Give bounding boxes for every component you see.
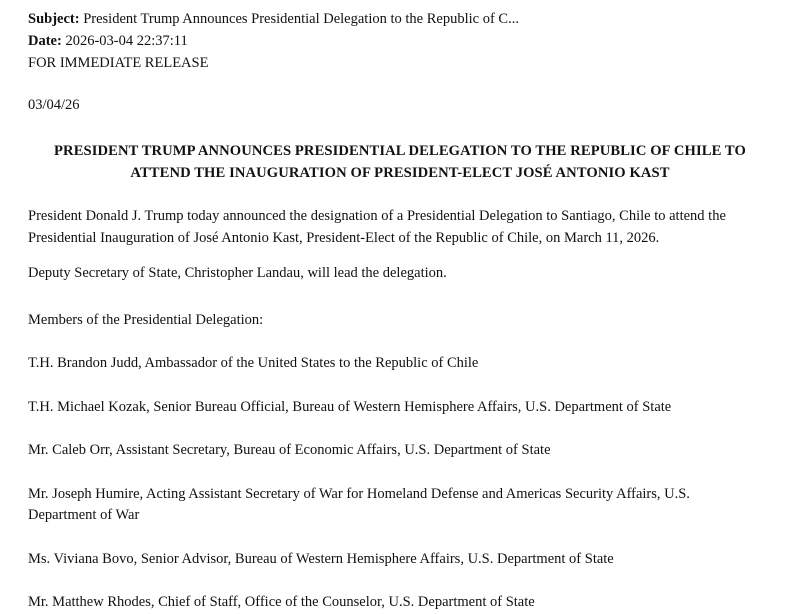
page-title: PRESIDENT TRUMP ANNOUNCES PRESIDENTIAL DELEGATION TO THE REPUBLIC OF CHILE TO ATTEND THE INAUGURATION OF PRESIDENT-ELECT JOSÉ ANTONIO KAST xyxy=(54,143,746,181)
members-heading: Members of the Presidential Delegation: xyxy=(28,311,264,328)
subject-line xyxy=(28,8,772,30)
date-label: Date: xyxy=(28,33,62,49)
list-item: T.H. Michael Kozak, Senior Bureau Official, Bureau of Western Hemisphere Affairs, U.S. Department of State xyxy=(28,398,672,415)
list-item: Ms. Viviana Bovo, Senior Advisor, Bureau of Western Hemisphere Affairs, U.S. Department of State xyxy=(28,550,614,567)
list-item: T.H. Brandon Judd, Ambassador of the United States to the Republic of Chile xyxy=(28,355,479,371)
subject-label: Subject: xyxy=(28,11,80,27)
subject-value: President Trump Announces Presidential Delegation to the Republic of C... xyxy=(83,11,519,27)
list-item: Mr. Joseph Humire, Acting Assistant Secretary of War for Homeland Defense and Americas Security Affairs, U.S. Department of War xyxy=(28,485,690,523)
delegation-leader-paragraph: Deputy Secretary of State, Christopher Landau, will lead the delegation. xyxy=(28,265,447,281)
lead-paragraph: President Donald J. Trump today announced the designation of a Presidential Delegation to Santiago, Chile to attend the Presidential Inauguration of José Antonio Kast, President-Elect of the Republic of Chile, on March 11, 2026. xyxy=(28,208,726,246)
release-notice: FOR IMMEDIATE RELEASE xyxy=(28,55,209,71)
list-item: Mr. Matthew Rhodes, Chief of Staff, Office of the Counselor, U.S. Department of State xyxy=(28,594,535,610)
date-value: 2026-03-04 22:37:11 xyxy=(65,33,188,49)
list-item: Mr. Caleb Orr, Assistant Secretary, Bureau of Economic Affairs, U.S. Department of State xyxy=(28,442,551,458)
dateline: 03/04/26 xyxy=(28,97,80,113)
date-line xyxy=(28,30,772,52)
